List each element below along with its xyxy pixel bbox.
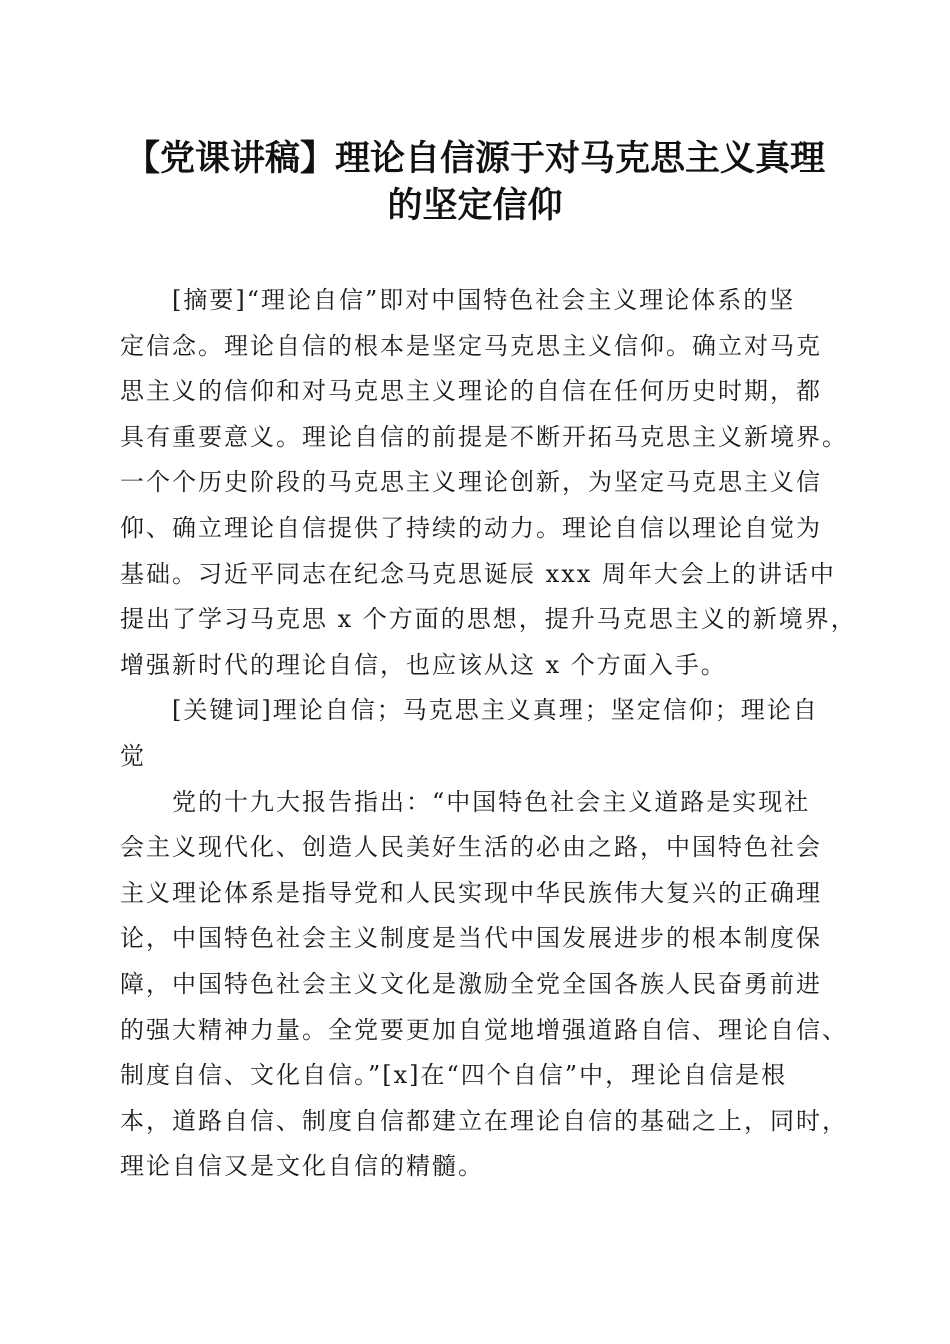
- abstract-line: 一个个历史阶段的马克思主义理论创新，为坚定马克思主义信: [120, 468, 822, 497]
- body-line: 障，中国特色社会主义文化是激励全党全国各族人民奋勇前进: [120, 969, 822, 998]
- body-line: 主义理论体系是指导党和人民实现中华民族伟大复兴的正确理: [120, 878, 822, 907]
- body-line: 的强大精神力量。全党要更加自觉地增强道路自信、理论自信、: [120, 1015, 848, 1044]
- body-paragraph: [120, 780, 848, 1190]
- document-title: [110, 136, 840, 230]
- abstract-line: 思主义的信仰和对马克思主义理论的自信在任何历史时期，都: [120, 377, 822, 406]
- body-line: 党的十九大报告指出：“中国特色社会主义道路是实现社: [172, 787, 811, 816]
- abstract-line: [摘要]“理论自信”即对中国特色社会主义理论体系的坚: [172, 286, 796, 314]
- title-line-2: 的坚定信仰: [387, 186, 563, 226]
- body-line: 论，中国特色社会主义制度是当代中国发展进步的根本制度保: [120, 924, 822, 953]
- body-line: 理论自信又是文化自信的精髓。: [120, 1152, 484, 1181]
- keywords-line: [关键词]理论自信；马克思主义真理；坚定信仰；理论自: [172, 696, 819, 725]
- abstract-line: 基础。习近平同志在纪念马克思诞辰 xxx 周年大会上的讲话中: [120, 559, 836, 588]
- abstract-line: 具有重要意义。理论自信的前提是不断开拓马克思主义新境界。: [120, 422, 848, 451]
- keywords-paragraph: [120, 688, 840, 779]
- keywords-line: 觉: [120, 741, 146, 770]
- abstract-paragraph: [120, 278, 857, 688]
- abstract-line: 仰、确立理论自信提供了持续的动力。理论自信以理论自觉为: [120, 513, 822, 542]
- abstract-line: 定信念。理论自信的根本是坚定马克思主义信仰。确立对马克: [120, 331, 822, 360]
- title-line-1: 【党课讲稿】理论自信源于对马克思主义真理: [124, 139, 825, 179]
- abstract-line: 提出了学习马克思 x 个方面的思想，提升马克思主义的新境界，: [120, 605, 857, 634]
- abstract-line: 增强新时代的理论自信，也应该从这 x 个方面入手。: [120, 650, 727, 679]
- document-body: [120, 278, 857, 1190]
- body-line: 会主义现代化、创造人民美好生活的必由之路，中国特色社会: [120, 833, 822, 862]
- body-line: 制度自信、文化自信。”[x]在“四个自信”中，理论自信是根: [120, 1061, 788, 1090]
- body-line: 本，道路自信、制度自信都建立在理论自信的基础之上，同时，: [120, 1106, 848, 1135]
